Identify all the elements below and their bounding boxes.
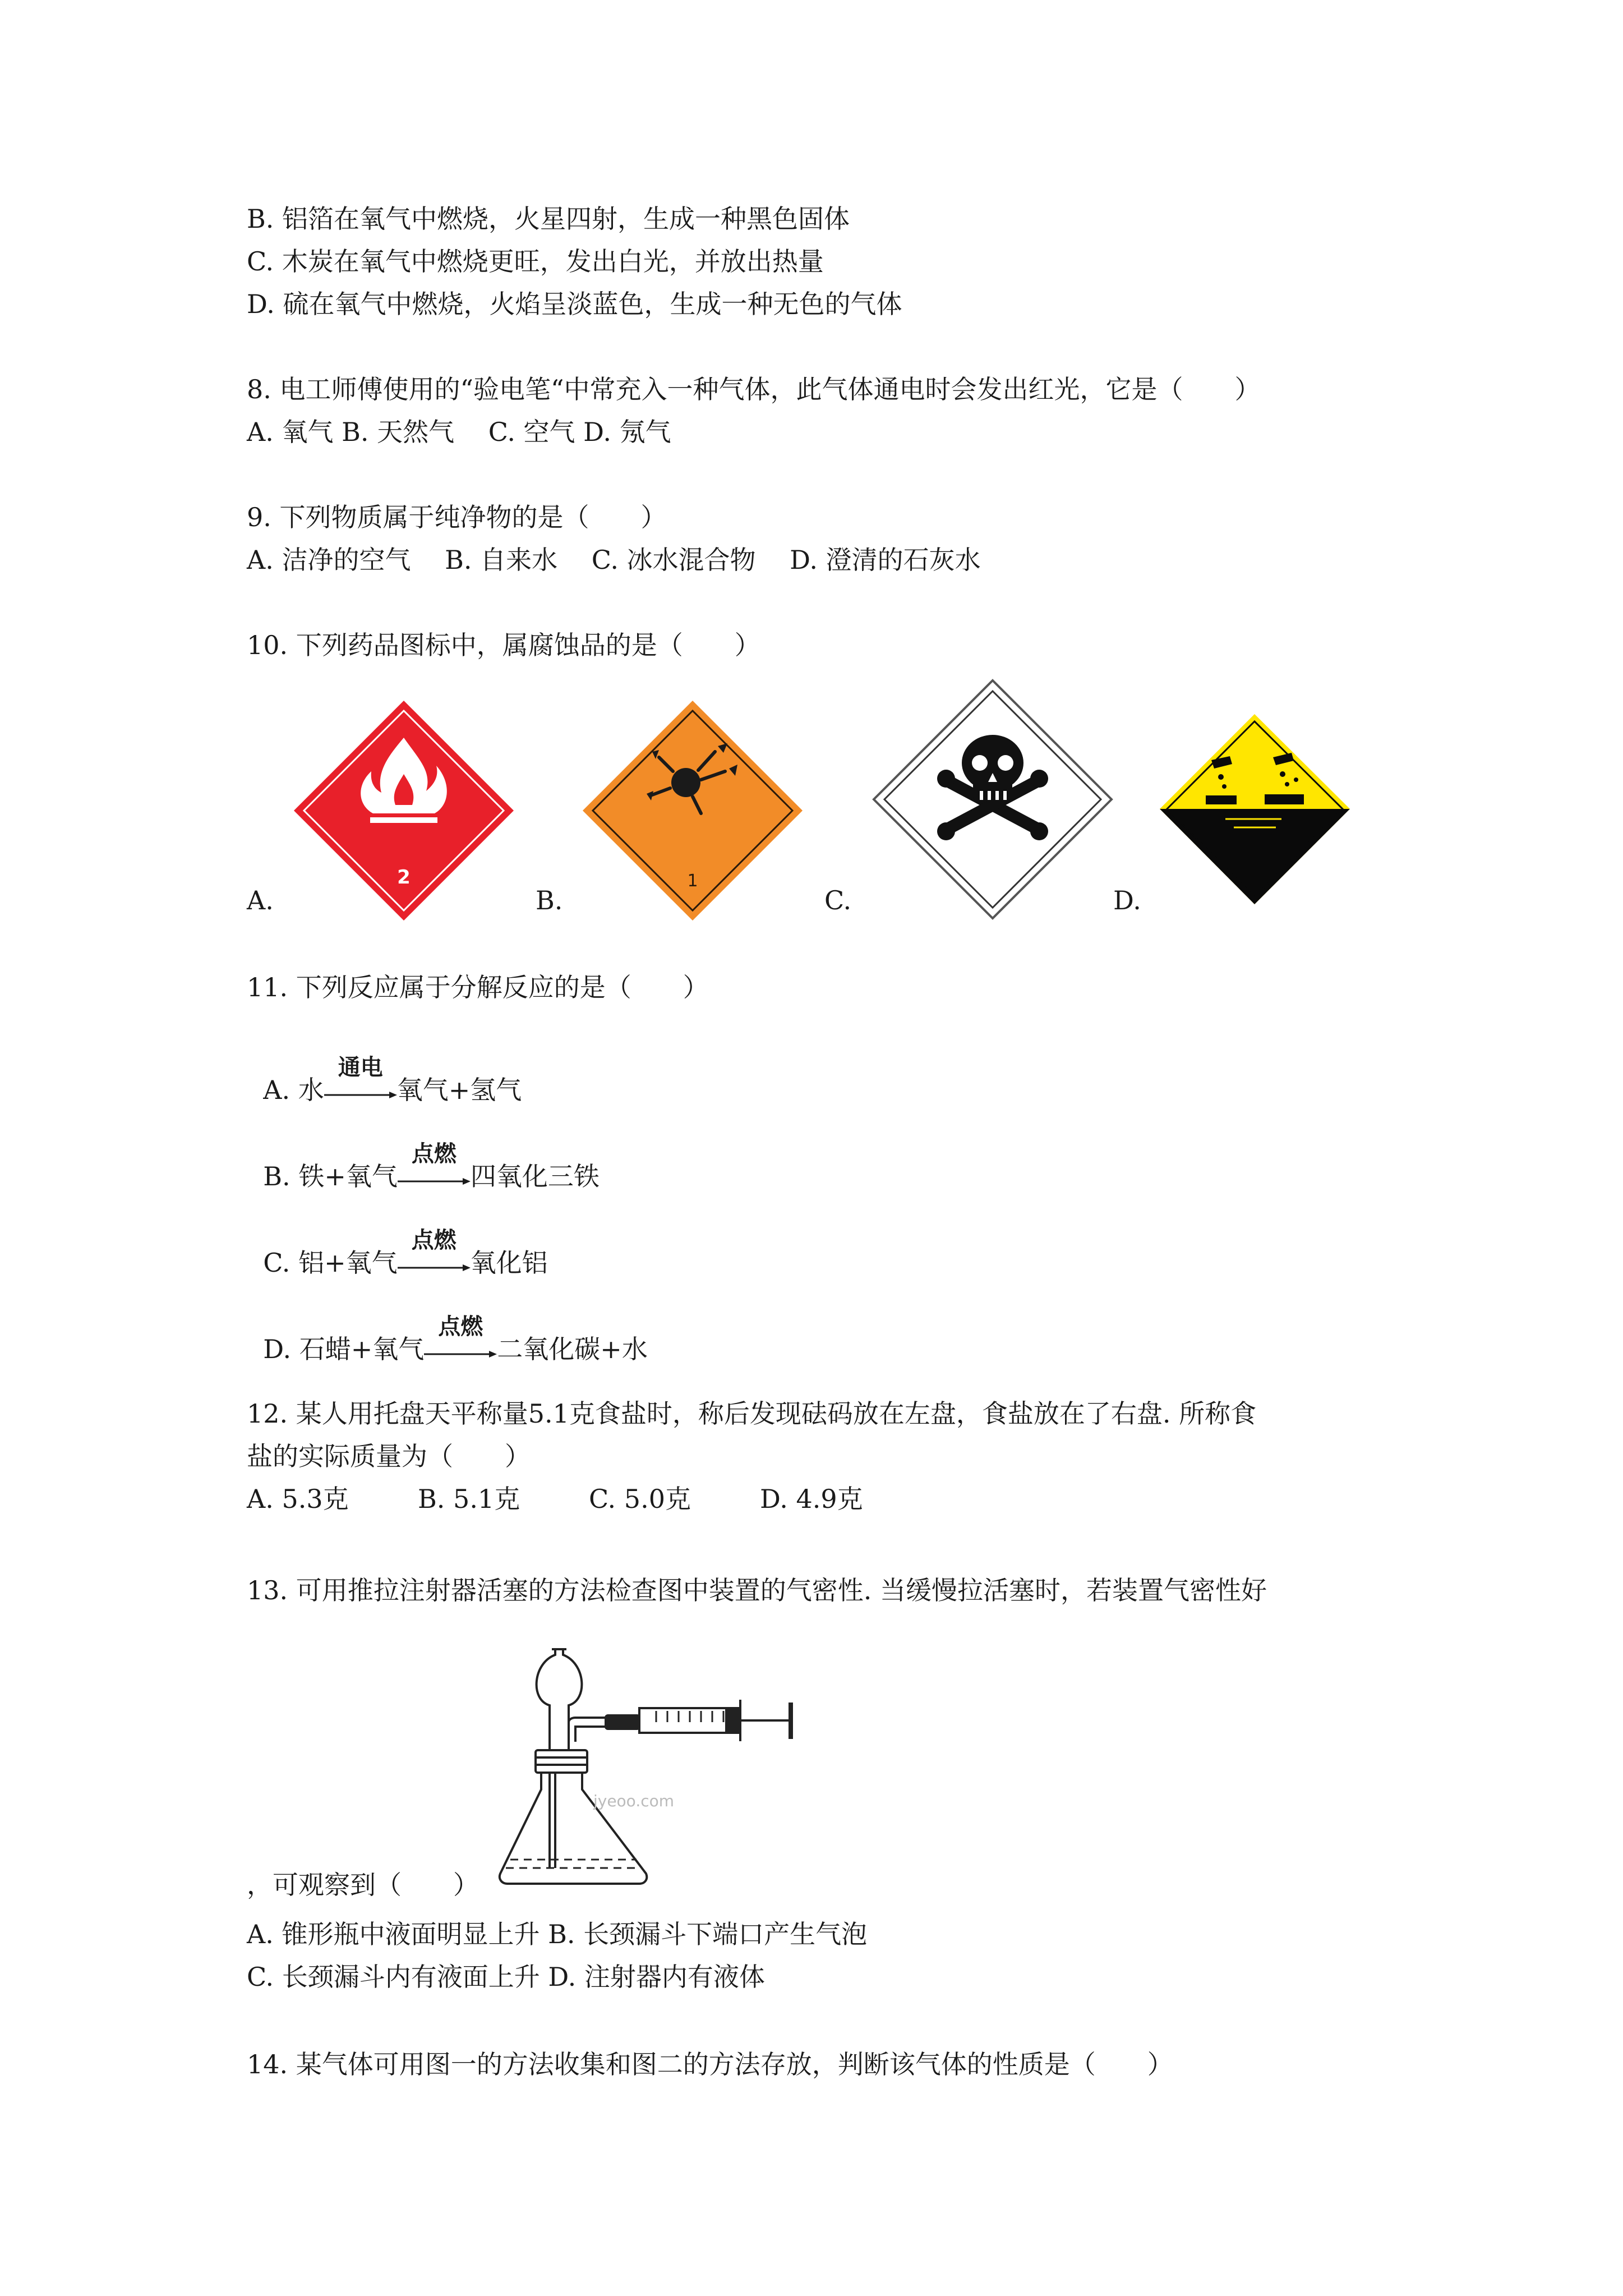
q12-stem-line2: 盐的实际质量为（ ）: [247, 1441, 531, 1471]
reaction-condition: 点燃: [411, 1227, 457, 1253]
corrosive-icon: [1158, 712, 1352, 906]
option-label: A.: [263, 1075, 298, 1105]
q7-option-d: D. 硫在氧气中燃烧，火焰呈淡蓝色，生成一种无色的气体: [247, 289, 902, 319]
option-label: D.: [263, 1334, 299, 1364]
toxic-icon: [872, 679, 1113, 920]
q11-option-a: [247, 1039, 522, 1107]
q12-option-d: D. 4.9克: [760, 1484, 863, 1514]
q12-option-c: C. 5.0克: [589, 1484, 691, 1514]
reactants: 铝+氧气: [298, 1248, 398, 1278]
reaction-condition: 点燃: [411, 1141, 457, 1167]
reactants: 铁+氧气: [298, 1161, 398, 1191]
q13-stem-tail: ，可观察到（ ）: [247, 1870, 479, 1900]
q13-options-line2: C. 长颈漏斗内有液面上升 D. 注射器内有液体: [247, 1962, 765, 1992]
q10-label-a: A.: [247, 885, 274, 915]
q7-option-c: C. 木炭在氧气中燃烧更旺，发出白光，并放出热量: [247, 246, 824, 277]
q9-options: A. 洁净的空气 B. 自来水 C. 冰水混合物 D. 澄清的石灰水: [247, 545, 981, 575]
q12-stem-line1: 12. 某人用托盘天平称量5.1克食盐时，称后发现砝码放在左盘，食盐放在了右盘. 所称食: [247, 1398, 1257, 1429]
products: 氧化铝: [470, 1248, 548, 1278]
reaction-condition: 通电: [338, 1055, 383, 1080]
gas-tightness-apparatus-diagram: [494, 1638, 841, 1890]
option-label: C.: [263, 1248, 299, 1278]
q11-option-d: [247, 1299, 648, 1366]
flammable-class-number: 2: [397, 866, 411, 889]
q13-stem: 13. 可用推拉注射器活塞的方法检查图中装置的气密性. 当缓慢拉活塞时，若装置气密性好: [247, 1575, 1267, 1605]
q10-label-d: D.: [1113, 885, 1141, 915]
reaction-arrow: [398, 1141, 471, 1193]
q8-options: A. 氧气 B. 天然气 C. 空气 D. 氖气: [247, 417, 671, 447]
q13-options-line1: A. 锥形瓶中液面明显上升 B. 长颈漏斗下端口产生气泡: [247, 1919, 868, 1949]
reactants: 石蜡+氧气: [299, 1334, 425, 1364]
q12-option-a: A. 5.3克: [247, 1484, 349, 1514]
q11-stem: 11. 下列反应属于分解反应的是（ ）: [247, 972, 709, 1002]
explosive-class-number: 1: [687, 871, 698, 891]
reaction-condition: 点燃: [438, 1314, 483, 1340]
q12-option-b: B. 5.1克: [418, 1484, 520, 1514]
products: 二氧化碳+水: [497, 1334, 648, 1364]
reaction-arrow: [324, 1055, 397, 1107]
products: 氧气+氢气: [396, 1075, 522, 1105]
q14-stem: 14. 某气体可用图一的方法收集和图二的方法存放，判断该气体的性质是（ ）: [247, 2049, 1173, 2079]
q11-option-c: [247, 1212, 548, 1280]
q7-option-b: B. 铝箔在氧气中燃烧，火星四射，生成一种黑色固体: [247, 204, 850, 234]
products: 四氧化三铁: [470, 1161, 600, 1191]
q10-label-b: B.: [536, 885, 563, 915]
q10-label-c: C.: [824, 885, 852, 915]
flammable-gas-icon: [292, 698, 516, 923]
explosive-icon: [580, 698, 805, 923]
watermark: jyeoo.com: [593, 1792, 675, 1810]
q9-stem: 9. 下列物质属于纯净物的是（ ）: [247, 502, 667, 532]
q8-stem: 8. 电工师傅使用的“验电笔“中常充入一种气体，此气体通电时会发出红光，它是（ ）: [247, 374, 1261, 404]
option-label: B.: [263, 1161, 299, 1191]
reaction-arrow: [398, 1227, 471, 1280]
reaction-arrow: [424, 1314, 497, 1366]
q10-stem: 10. 下列药品图标中，属腐蚀品的是（ ）: [247, 630, 760, 660]
reactants: 水: [298, 1075, 324, 1105]
q11-option-b: [247, 1126, 600, 1193]
